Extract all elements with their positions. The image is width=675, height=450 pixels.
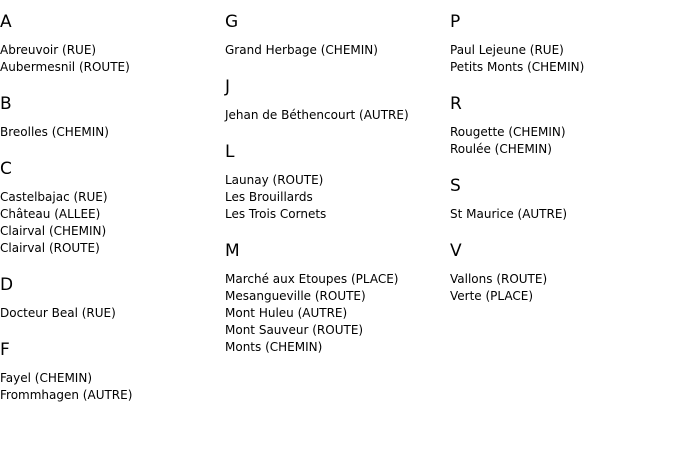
street-link[interactable]: Château (ALLEE) xyxy=(0,207,101,221)
street-link[interactable]: Mont Huleu (AUTRE) xyxy=(225,306,348,320)
street-link[interactable]: Rougette (CHEMIN) xyxy=(450,125,566,139)
street-list xyxy=(450,271,670,305)
street-list xyxy=(225,42,445,59)
street-link[interactable]: Breolles (CHEMIN) xyxy=(0,125,109,139)
street-link[interactable]: Les Brouillards xyxy=(225,190,313,204)
street-link[interactable]: Abreuvoir (RUE) xyxy=(0,43,97,57)
letter-group xyxy=(450,175,670,223)
letter-heading: P xyxy=(450,12,461,32)
street-link[interactable]: Docteur Beal (RUE) xyxy=(0,306,116,320)
street-link[interactable]: Vallons (ROUTE) xyxy=(450,272,548,286)
street-link[interactable]: Mesangueville (ROUTE) xyxy=(225,289,366,303)
street-list xyxy=(225,271,445,356)
letter-heading: M xyxy=(225,241,240,261)
street-link[interactable]: Les Trois Cornets xyxy=(225,207,327,221)
street-list xyxy=(450,42,670,76)
letter-group xyxy=(225,141,445,223)
letter-heading: D xyxy=(0,275,14,295)
letter-heading: C xyxy=(0,159,12,179)
letter-group xyxy=(225,11,445,59)
street-list xyxy=(0,124,220,141)
street-link[interactable]: Marché aux Etoupes (PLACE) xyxy=(225,272,399,286)
letter-heading: G xyxy=(225,12,239,32)
street-list xyxy=(225,107,445,124)
street-list xyxy=(450,206,670,223)
street-link[interactable]: Fayel (CHEMIN) xyxy=(0,371,93,385)
letter-heading: V xyxy=(450,241,462,261)
letter-heading: F xyxy=(0,340,10,360)
index-column xyxy=(0,11,220,421)
letter-group xyxy=(450,11,670,76)
street-link[interactable]: Roulée (CHEMIN) xyxy=(450,142,552,156)
letter-group xyxy=(0,93,220,141)
letter-heading: S xyxy=(450,176,461,196)
street-list xyxy=(0,370,220,404)
index-column xyxy=(225,11,445,373)
street-link[interactable]: Clairval (ROUTE) xyxy=(0,241,100,255)
street-link[interactable]: Monts (CHEMIN) xyxy=(225,340,323,354)
letter-heading: L xyxy=(225,142,235,162)
street-link[interactable]: Petits Monts (CHEMIN) xyxy=(450,60,585,74)
street-link[interactable]: Verte (PLACE) xyxy=(450,289,534,303)
street-link[interactable]: Paul Lejeune (RUE) xyxy=(450,43,564,57)
letter-heading: J xyxy=(225,77,231,97)
street-link[interactable]: Castelbajac (RUE) xyxy=(0,190,108,204)
index-column xyxy=(450,11,670,322)
street-list xyxy=(0,305,220,322)
street-link[interactable]: St Maurice (AUTRE) xyxy=(450,207,568,221)
letter-group xyxy=(450,240,670,305)
letter-group xyxy=(0,158,220,257)
street-list xyxy=(0,189,220,257)
street-list xyxy=(225,172,445,223)
street-link[interactable]: Clairval (CHEMIN) xyxy=(0,224,107,238)
street-link[interactable]: Jehan de Béthencourt (AUTRE) xyxy=(225,108,409,122)
letter-heading: R xyxy=(450,94,462,114)
street-link[interactable]: Launay (ROUTE) xyxy=(225,173,324,187)
street-link[interactable]: Frommhagen (AUTRE) xyxy=(0,388,133,402)
street-list xyxy=(0,42,220,76)
letter-group xyxy=(0,339,220,404)
letter-heading: B xyxy=(0,94,12,114)
street-link[interactable]: Mont Sauveur (ROUTE) xyxy=(225,323,364,337)
letter-group xyxy=(0,274,220,322)
street-link[interactable]: Grand Herbage (CHEMIN) xyxy=(225,43,378,57)
letter-group xyxy=(0,11,220,76)
street-list xyxy=(450,124,670,158)
letter-group xyxy=(225,76,445,124)
letter-heading: A xyxy=(0,12,12,32)
letter-group xyxy=(225,240,445,356)
street-link[interactable]: Aubermesnil (ROUTE) xyxy=(0,60,130,74)
letter-group xyxy=(450,93,670,158)
